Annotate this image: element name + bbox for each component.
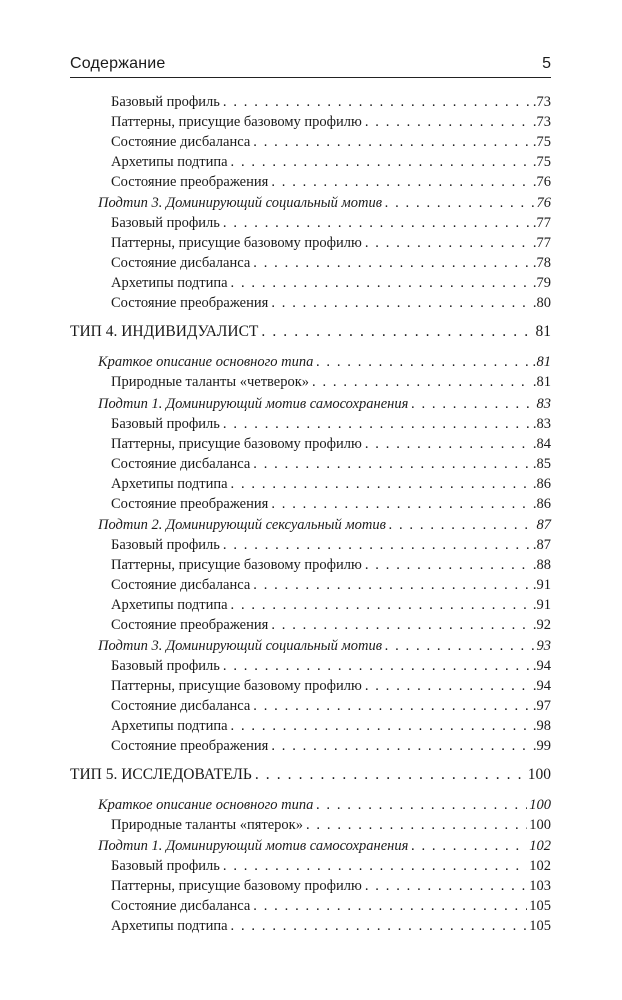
toc-entry-label: Состояние преображения xyxy=(111,174,269,190)
toc-entry-page: .83 xyxy=(532,416,551,432)
dot-leader xyxy=(255,765,526,785)
toc-entry-label: Паттерны, присущие базовому профилю xyxy=(111,678,362,694)
toc-entry-label: Паттерны, присущие базовому профилю xyxy=(111,235,362,251)
toc-subtype-entry xyxy=(98,636,551,656)
toc-entry-label: Архетипы подтипа xyxy=(111,597,228,613)
dot-leader xyxy=(385,636,534,656)
dot-leader xyxy=(231,273,531,293)
dot-leader xyxy=(253,253,531,273)
toc-entry-label: Архетипы подтипа xyxy=(111,718,228,734)
toc-entry-label: Базовый профиль xyxy=(111,94,220,110)
toc-entry-label: Состояние дисбаланса xyxy=(111,577,251,593)
toc-entry-label: Состояние преображения xyxy=(111,738,269,754)
dot-leader xyxy=(253,575,531,595)
toc-entry xyxy=(111,474,551,494)
toc-entry-page: .86 xyxy=(532,476,551,492)
dot-leader xyxy=(316,795,527,815)
dot-leader xyxy=(231,595,531,615)
toc-entry-page: .81 xyxy=(532,374,551,390)
toc-entry xyxy=(111,916,551,936)
toc-entry-label: Подтип 3. Доминирующий социальный мотив xyxy=(98,195,383,211)
toc-entry-page: .76 xyxy=(532,174,551,190)
toc-subtype-entry xyxy=(98,836,551,856)
toc-entry xyxy=(111,676,551,696)
dot-leader xyxy=(306,815,527,835)
dot-leader xyxy=(316,352,531,372)
toc-entry-page: 105 xyxy=(529,898,551,914)
dot-leader xyxy=(223,92,531,112)
dot-leader xyxy=(312,372,531,392)
toc-subtype-entry xyxy=(98,193,551,213)
toc-entry xyxy=(111,656,551,676)
toc-entry xyxy=(111,233,551,253)
toc-entry-page: .88 xyxy=(532,557,551,573)
toc-entry-label: Состояние дисбаланса xyxy=(111,255,251,271)
toc-entry xyxy=(111,716,551,736)
dot-leader xyxy=(253,132,531,152)
toc-entry-label: Подтип 2. Доминирующий сексуальный мотив xyxy=(98,517,386,533)
toc-entry-page: .78 xyxy=(532,255,551,271)
dot-leader xyxy=(365,555,531,575)
toc-entry-page: .73 xyxy=(532,114,551,130)
toc-entry-page: 93 xyxy=(536,638,551,654)
toc-entry-label: Паттерны, присущие базовому профилю xyxy=(111,878,362,894)
toc-entry-page: .98 xyxy=(532,718,551,734)
toc-entry xyxy=(111,494,551,514)
dot-leader xyxy=(271,293,531,313)
toc-entry-label: Базовый профиль xyxy=(111,858,220,874)
toc-entry xyxy=(111,896,551,916)
dot-leader xyxy=(253,454,531,474)
toc-entry-label: Природные таланты «четверок» xyxy=(111,374,310,390)
toc-entry-page: .84 xyxy=(532,436,551,452)
toc-entry-label: Состояние дисбаланса xyxy=(111,456,251,472)
toc-entry-label: Паттерны, присущие базовому профилю xyxy=(111,557,362,573)
toc-entry-label: Архетипы подтипа xyxy=(111,154,228,170)
dot-leader xyxy=(253,696,531,716)
toc-entry-label: Архетипы подтипа xyxy=(111,275,228,291)
toc-entry-page: 100 xyxy=(527,766,551,783)
dot-leader xyxy=(231,716,531,736)
dot-leader xyxy=(261,322,533,342)
dot-leader xyxy=(231,152,531,172)
toc-entry-page: .75 xyxy=(532,154,551,170)
toc-entry-page: .77 xyxy=(532,215,551,231)
toc-entry-label: Природные таланты «пятерок» xyxy=(111,817,303,833)
toc-entry-label: ТИП 4. ИНДИВИДУАЛИСТ xyxy=(70,323,259,340)
toc-entry xyxy=(111,152,551,172)
dot-leader xyxy=(223,213,531,233)
toc-entry-label: Состояние преображения xyxy=(111,295,269,311)
toc-entry-label: Базовый профиль xyxy=(111,215,220,231)
toc-entry xyxy=(111,615,551,635)
toc-entry-label: Состояние преображения xyxy=(111,496,269,512)
toc-entry-page: .94 xyxy=(532,658,551,674)
toc-entry xyxy=(111,555,551,575)
toc-entry-label: Базовый профиль xyxy=(111,416,220,432)
toc-entry-page: 81 xyxy=(535,323,551,340)
dot-leader xyxy=(411,836,527,856)
toc-entry-label: Состояние дисбаланса xyxy=(111,134,251,150)
toc-entry-page: .73 xyxy=(532,94,551,110)
toc-entry-page: .80 xyxy=(532,295,551,311)
toc-type-heading xyxy=(70,322,551,342)
dot-leader xyxy=(411,394,534,414)
toc-entry-page: .86 xyxy=(532,496,551,512)
toc-entry xyxy=(111,293,551,313)
toc-entry xyxy=(111,372,551,392)
toc-entry xyxy=(111,253,551,273)
toc-entry-page: .91 xyxy=(532,577,551,593)
toc-entry-label: Архетипы подтипа xyxy=(111,918,228,934)
page-number: 5 xyxy=(542,55,551,72)
toc-entry-page: .92 xyxy=(532,617,551,633)
toc-type-heading xyxy=(70,765,551,785)
toc-subtype-entry xyxy=(98,352,551,372)
toc-entry-page: 76 xyxy=(536,195,551,211)
toc-entry-page: .97 xyxy=(532,698,551,714)
running-head xyxy=(70,55,551,78)
toc-subtype-entry xyxy=(98,515,551,535)
toc-entry-page: 102 xyxy=(529,838,551,854)
toc-entry-label: Паттерны, присущие базовому профилю xyxy=(111,436,362,452)
toc-entry-label: Паттерны, присущие базовому профилю xyxy=(111,114,362,130)
toc-entry-page: .87 xyxy=(532,537,551,553)
toc-entry-label: Краткое описание основного типа xyxy=(98,354,314,370)
dot-leader xyxy=(271,494,531,514)
dot-leader xyxy=(389,515,535,535)
dot-leader xyxy=(223,856,527,876)
toc-entry-page: 100 xyxy=(529,797,551,813)
toc-entry-page: 83 xyxy=(536,396,551,412)
toc-entry-page: .94 xyxy=(532,678,551,694)
toc-entry xyxy=(111,595,551,615)
toc-entry-page: .85 xyxy=(532,456,551,472)
dot-leader xyxy=(271,615,531,635)
toc-entry xyxy=(111,696,551,716)
toc-subtype-entry xyxy=(98,795,551,815)
toc-entry xyxy=(111,575,551,595)
toc-entry-page: .99 xyxy=(532,738,551,754)
toc-entry-label: Подтип 1. Доминирующий мотив самосохранения xyxy=(98,396,409,412)
toc-entry-label: Состояние дисбаланса xyxy=(111,898,251,914)
toc-entry-page: .81 xyxy=(532,354,551,370)
running-head-title: Содержание xyxy=(70,55,166,72)
dot-leader xyxy=(231,916,528,936)
toc-entry xyxy=(111,454,551,474)
toc-entry-page: .77 xyxy=(532,235,551,251)
toc-entry-page: .79 xyxy=(532,275,551,291)
dot-leader xyxy=(271,172,531,192)
dot-leader xyxy=(365,676,531,696)
dot-leader xyxy=(365,876,527,896)
toc-entry-label: Подтип 1. Доминирующий мотив самосохранения xyxy=(98,838,409,854)
toc-entry-page: 105 xyxy=(529,918,551,934)
toc-entry xyxy=(111,856,551,876)
toc-entry-label: Краткое описание основного типа xyxy=(98,797,314,813)
dot-leader xyxy=(223,535,531,555)
toc-entry-page: 100 xyxy=(529,817,551,833)
toc-entry xyxy=(111,132,551,152)
toc-entry-page: 102 xyxy=(529,858,551,874)
toc-entry-label: ТИП 5. ИССЛЕДОВАТЕЛЬ xyxy=(70,766,252,783)
toc-entry-page: .91 xyxy=(532,597,551,613)
toc-entry-label: Базовый профиль xyxy=(111,537,220,553)
dot-leader xyxy=(223,414,531,434)
toc-entry xyxy=(111,213,551,233)
toc-entry-label: Архетипы подтипа xyxy=(111,476,228,492)
toc-entry xyxy=(111,434,551,454)
toc-entry xyxy=(111,535,551,555)
toc-entry xyxy=(111,92,551,112)
toc-entry-label: Подтип 3. Доминирующий социальный мотив xyxy=(98,638,383,654)
toc-entry-page: 87 xyxy=(536,517,551,533)
dot-leader xyxy=(365,434,531,454)
dot-leader xyxy=(385,193,534,213)
toc-entry xyxy=(111,414,551,434)
dot-leader xyxy=(253,896,527,916)
toc-entry xyxy=(111,273,551,293)
toc-entry-page: 103 xyxy=(529,878,551,894)
toc-entry xyxy=(111,815,551,835)
dot-leader xyxy=(271,736,531,756)
toc-entry-page: .75 xyxy=(532,134,551,150)
toc-entry xyxy=(111,876,551,896)
toc-subtype-entry xyxy=(98,394,551,414)
dot-leader xyxy=(365,112,531,132)
toc-entry xyxy=(111,112,551,132)
dot-leader xyxy=(365,233,531,253)
toc-entry xyxy=(111,172,551,192)
dot-leader xyxy=(231,474,531,494)
dot-leader xyxy=(223,656,531,676)
toc-entry xyxy=(111,736,551,756)
toc-entry-label: Состояние преображения xyxy=(111,617,269,633)
toc-entry-label: Состояние дисбаланса xyxy=(111,698,251,714)
toc-entry-label: Базовый профиль xyxy=(111,658,220,674)
